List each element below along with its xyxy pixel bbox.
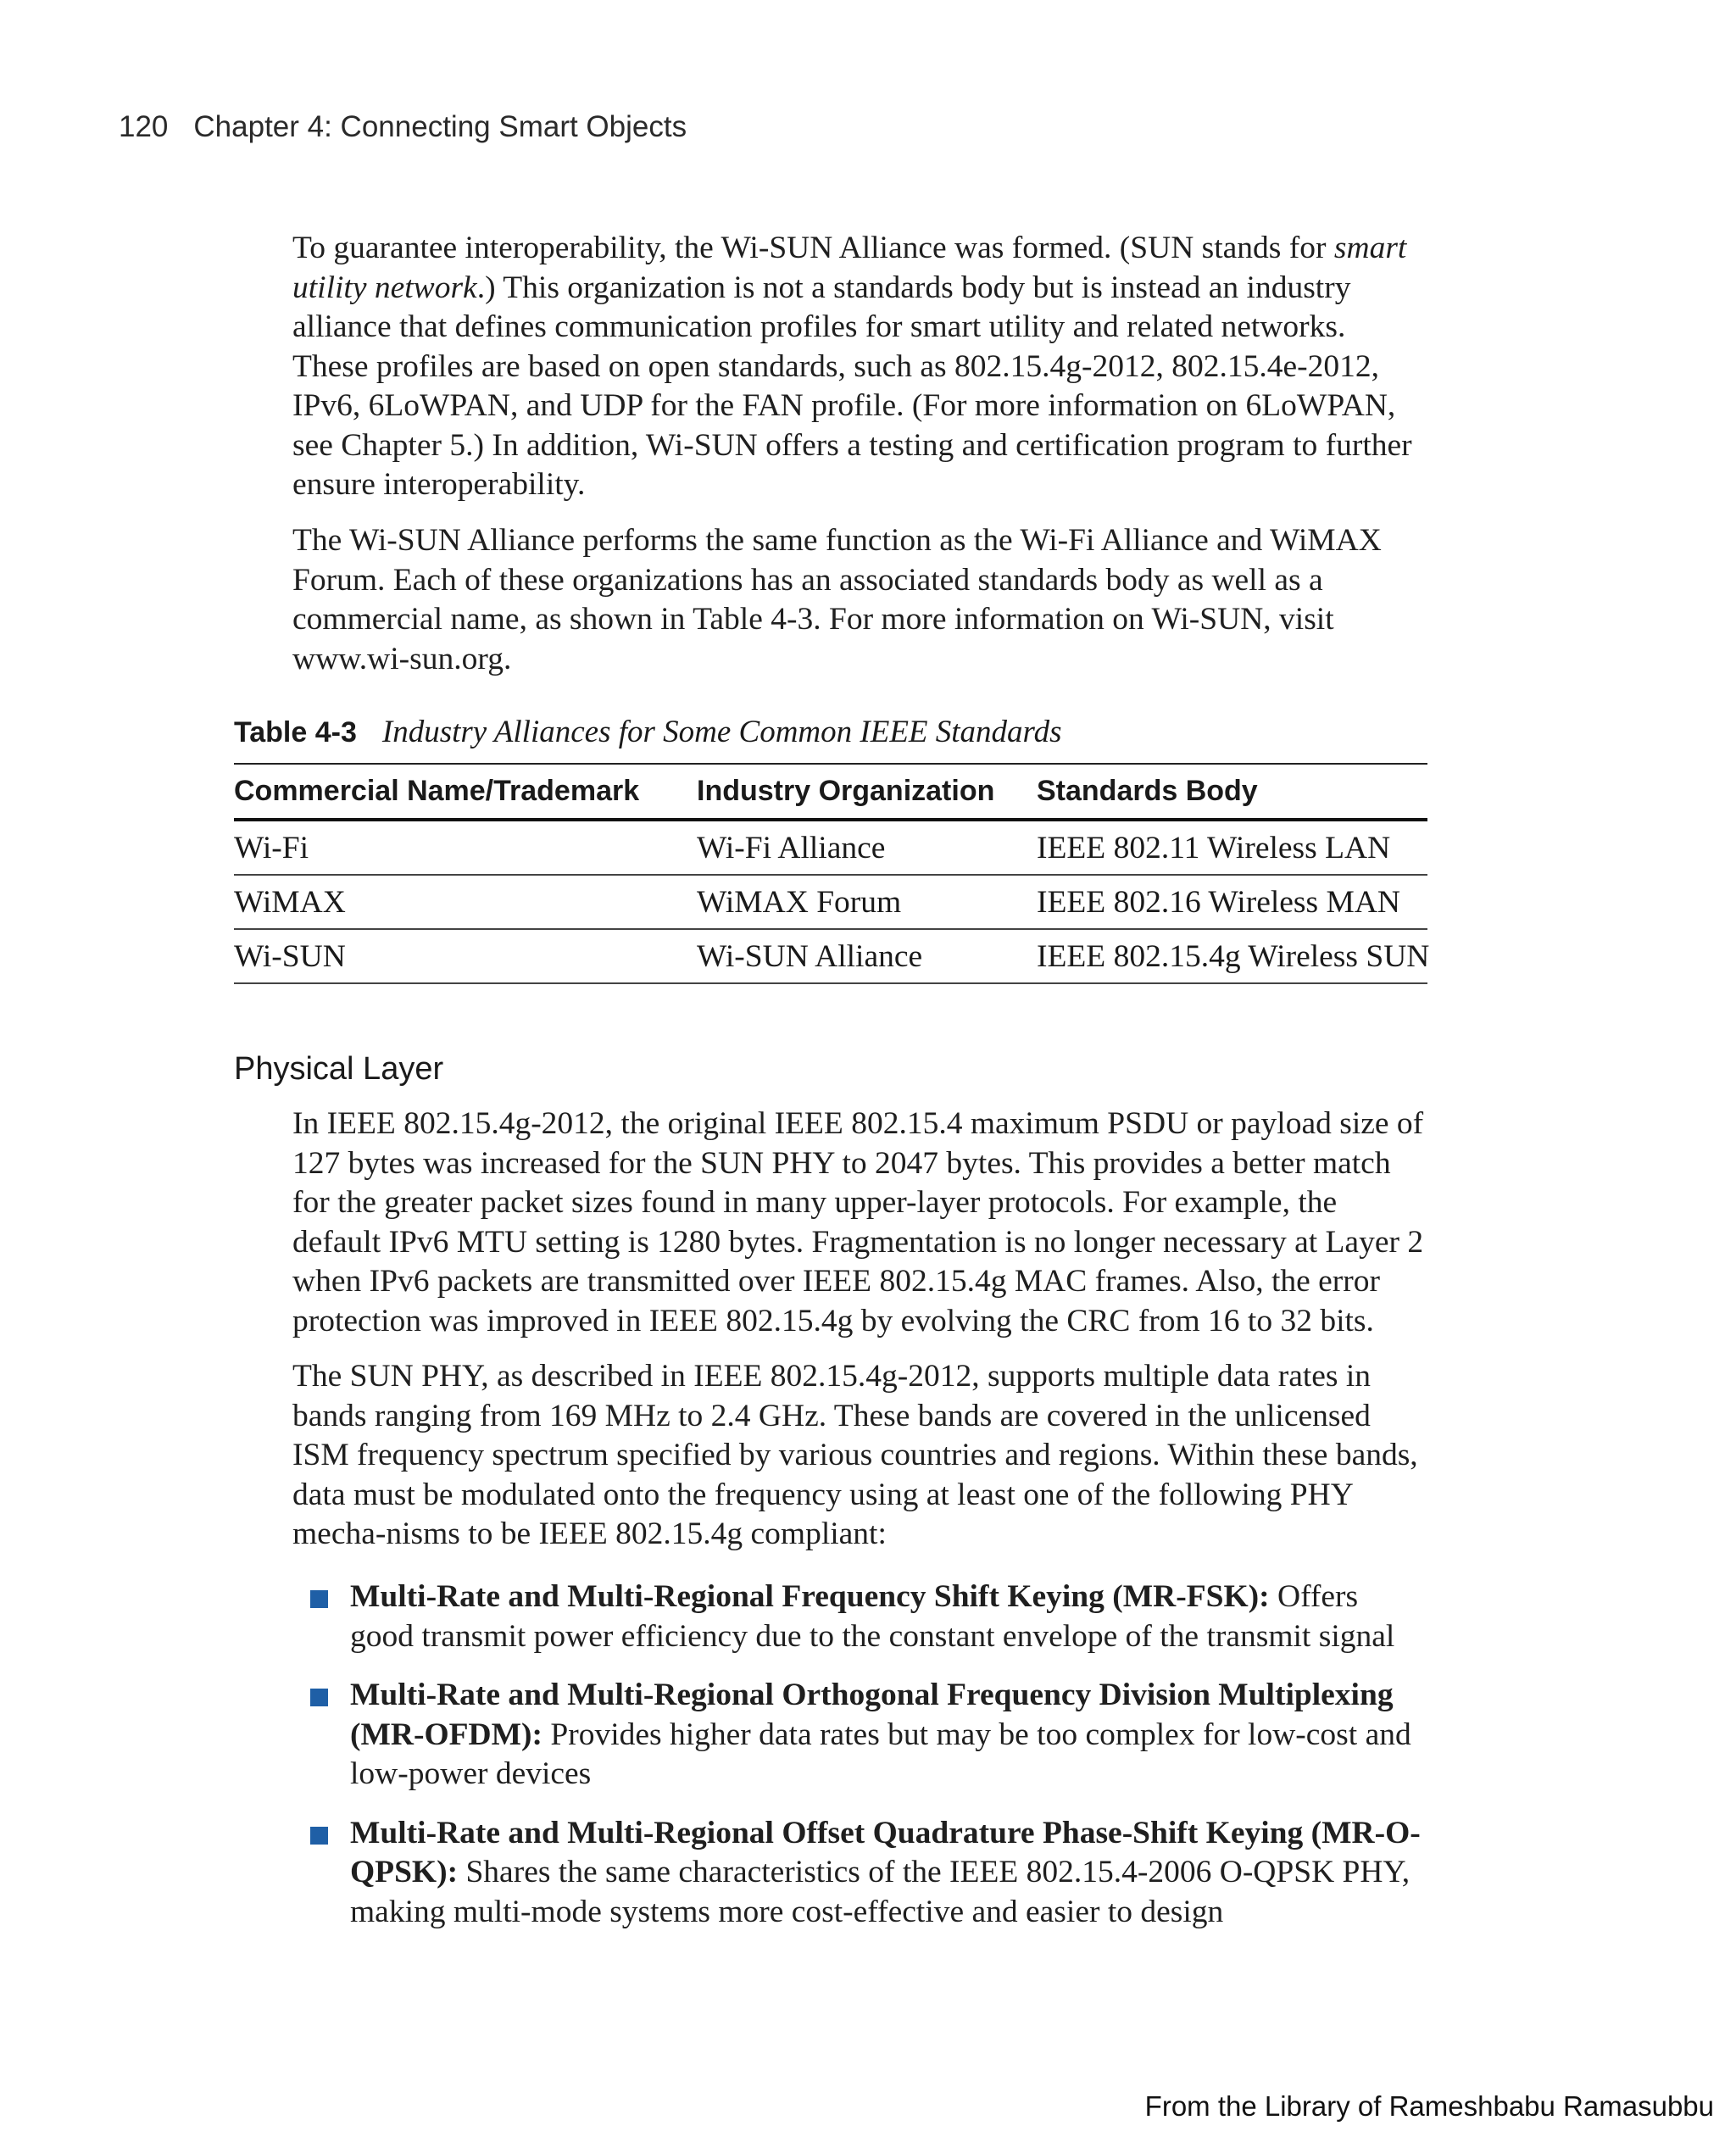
square-bullet-icon bbox=[310, 1827, 328, 1845]
paragraph-text: To guarantee interoperability, the Wi-SUN Alliance was formed. (SUN stands for bbox=[292, 231, 1334, 265]
running-head bbox=[119, 110, 687, 144]
paragraph-text: The SUN PHY, as described in IEEE 802.15.4g-2012, supports multiple data rates in bands ranging from 169 MHz to 2.4 GHz. These bands are covered in the unlicensed ISM frequency spectrum specified by various countries and regions. Within these bands, data must be modulated onto the frequency using at least one of the following PHY mecha-nisms to be IEEE 802.15.4g compliant: bbox=[292, 1359, 1418, 1551]
table-row bbox=[234, 929, 1427, 983]
list-item-text: Shares the same characteristics of the IEEE 802.15.4-2006 O-QPSK PHY, making multi-mode systems more cost-effective and easier to design bbox=[350, 1855, 1410, 1929]
table-header-row bbox=[234, 764, 1427, 820]
table-cell: WiMAX Forum bbox=[697, 875, 1037, 929]
chapter-title: Chapter 4: Connecting Smart Objects bbox=[193, 110, 687, 143]
page-number: 120 bbox=[119, 110, 169, 143]
list-item-term: Multi-Rate and Multi-Regional Offset Quadrature Phase-Shift Keying (MR-O-QPSK): bbox=[350, 1815, 1421, 1889]
table-row bbox=[234, 875, 1427, 929]
paragraph-sun-phy bbox=[292, 1357, 1428, 1555]
table-cell: Wi-Fi Alliance bbox=[697, 820, 1037, 875]
paragraph-text: .) This organization is not a standards body but is instead an industry alliance that defines communication profiles for smart utility and related networks. These profiles are based on open standards, such as 802.15.4g-2012, 802.15.4e-2012, IPv6, 6LoWPAN, and UDP for the FAN profile. (For more information on 6LoWPAN, see Chapter 5.) In addition, Wi-SUN offers a testing and certification program to further ensure interoperability. bbox=[292, 270, 1412, 502]
paragraph-text: The Wi-SUN Alliance performs the same function as the Wi-Fi Alliance and WiMAX Forum. Each of these organizations has an associated standards body as well as a commercial name, as shown in Table 4-3. For more information on Wi-SUN, visit www.wi-sun.org. bbox=[292, 523, 1382, 676]
table-row bbox=[234, 820, 1427, 875]
library-footer: From the Library of Rameshbabu Ramasubbu bbox=[1144, 2090, 1714, 2122]
table-cell: IEEE 802.16 Wireless MAN bbox=[1037, 875, 1427, 929]
list-item bbox=[310, 1676, 1429, 1795]
table-title: Industry Alliances for Some Common IEEE Standards bbox=[381, 715, 1062, 749]
paragraph-wi-sun-alliance bbox=[292, 229, 1428, 505]
table-cell: Wi-SUN bbox=[234, 929, 697, 983]
column-header: Standards Body bbox=[1037, 764, 1427, 820]
table-caption bbox=[234, 714, 1061, 750]
paragraph-text: In IEEE 802.15.4g-2012, the original IEEE 802.15.4 maximum PSDU or payload size of 127 bytes was increased for the SUN PHY to 2047 bytes. This provides a better match for the greater packet sizes found in many upper-layer protocols. For example, the default IPv6 MTU setting is 1280 bytes. Fragmentation is no longer necessary at Layer 2 when IPv6 packets are transmitted over IEEE 802.15.4g MAC frames. Also, the error protection was improved in IEEE 802.15.4g by evolving the CRC from 16 to 32 bits. bbox=[292, 1106, 1424, 1338]
square-bullet-icon bbox=[310, 1590, 328, 1608]
table-cell: Wi-SUN Alliance bbox=[697, 929, 1037, 983]
list-item bbox=[310, 1814, 1429, 1933]
section-heading: Physical Layer bbox=[234, 1051, 444, 1087]
table-label: Table 4-3 bbox=[234, 716, 357, 748]
list-item-term: Multi-Rate and Multi-Regional Frequency Shift Keying (MR-FSK): bbox=[350, 1579, 1270, 1614]
paragraph-psdu-size bbox=[292, 1105, 1428, 1341]
phy-mechanism-list bbox=[310, 1578, 1429, 1951]
list-item bbox=[310, 1578, 1429, 1656]
table-cell: IEEE 802.11 Wireless LAN bbox=[1037, 820, 1427, 875]
industry-alliances-table bbox=[234, 763, 1430, 984]
table-cell: WiMAX bbox=[234, 875, 697, 929]
emphasis-text: smart utility network bbox=[292, 231, 1407, 305]
table-cell: IEEE 802.15.4g Wireless SUN bbox=[1037, 929, 1427, 983]
column-header: Commercial Name/Trademark bbox=[234, 764, 697, 820]
table-cell: Wi-Fi bbox=[234, 820, 697, 875]
column-header: Industry Organization bbox=[697, 764, 1037, 820]
paragraph-alliance-function bbox=[292, 521, 1428, 679]
list-item-text: Provides higher data rates but may be too complex for low-cost and low-power devices bbox=[350, 1717, 1411, 1791]
list-item-text: Offers good transmit power efficiency due to the constant envelope of the transmit signal bbox=[350, 1579, 1395, 1654]
square-bullet-icon bbox=[310, 1689, 328, 1706]
list-item-term: Multi-Rate and Multi-Regional Orthogonal Frequency Division Multiplexing (MR-OFDM): bbox=[350, 1678, 1394, 1752]
